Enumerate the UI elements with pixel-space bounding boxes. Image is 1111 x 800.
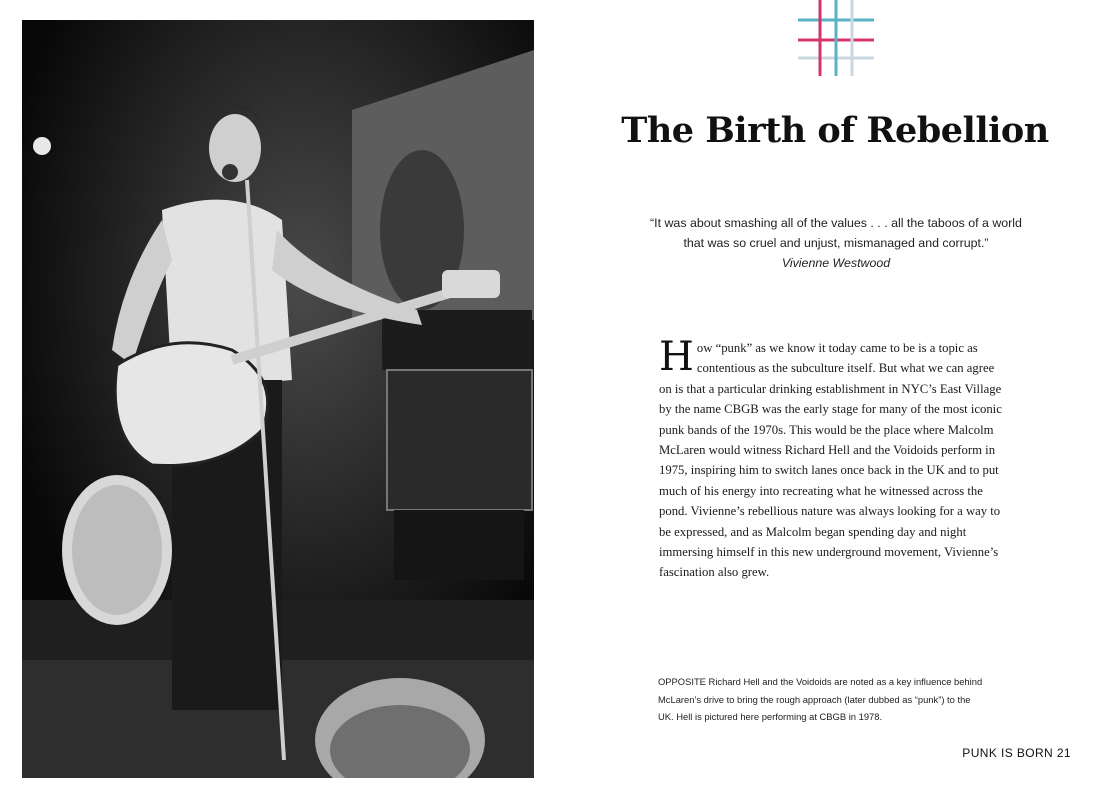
quote-text: “It was about smashing all of the values . . . all the taboos of a world that was so cruel and unjust, mismanaged and corrupt.”	[650, 216, 1022, 250]
body-paragraph	[659, 334, 1009, 583]
performance-photo	[22, 20, 534, 778]
caption-lead: OPPOSITE	[658, 676, 706, 687]
hashtag-ornament-icon	[796, 0, 876, 78]
epigraph-quote	[640, 213, 1032, 273]
caption-text: Richard Hell and the Voidoids are noted as a key influence behind McLaren’s drive to bring the rough approach (later dubbed as “punk”) to the UK. Hell is pictured here performing at CBGB in 1978.	[658, 676, 983, 722]
body-text: ow “punk” as we know it today came to be is a topic as contentious as the subculture itself. But what we can agree on is that a particular drinking establishment in NYC’s East Village by the name CBGB was the early stage for many of the most iconic punk bands of the 1970s. This would be the place where Malcolm McLaren would witness Richard Hell and the Voidoids perform in 1975, inspiring him to switch lanes once back in the UK and to put much of his energy into recreating what he witnessed across the pond. Vivienne’s rebellious nature was always looking for a way to be expressed, and as Malcolm began spending day and night immersing himself in this new underground movement, Vivienne’s fascination also grew.	[659, 341, 1002, 580]
page-folio: PUNK IS BORN 21	[962, 746, 1071, 760]
drop-cap: H	[659, 334, 694, 380]
photo-caption	[658, 673, 988, 726]
page-title: The Birth of Rebellion	[621, 110, 1049, 151]
quote-attribution: Vivienne Westwood	[781, 256, 891, 270]
